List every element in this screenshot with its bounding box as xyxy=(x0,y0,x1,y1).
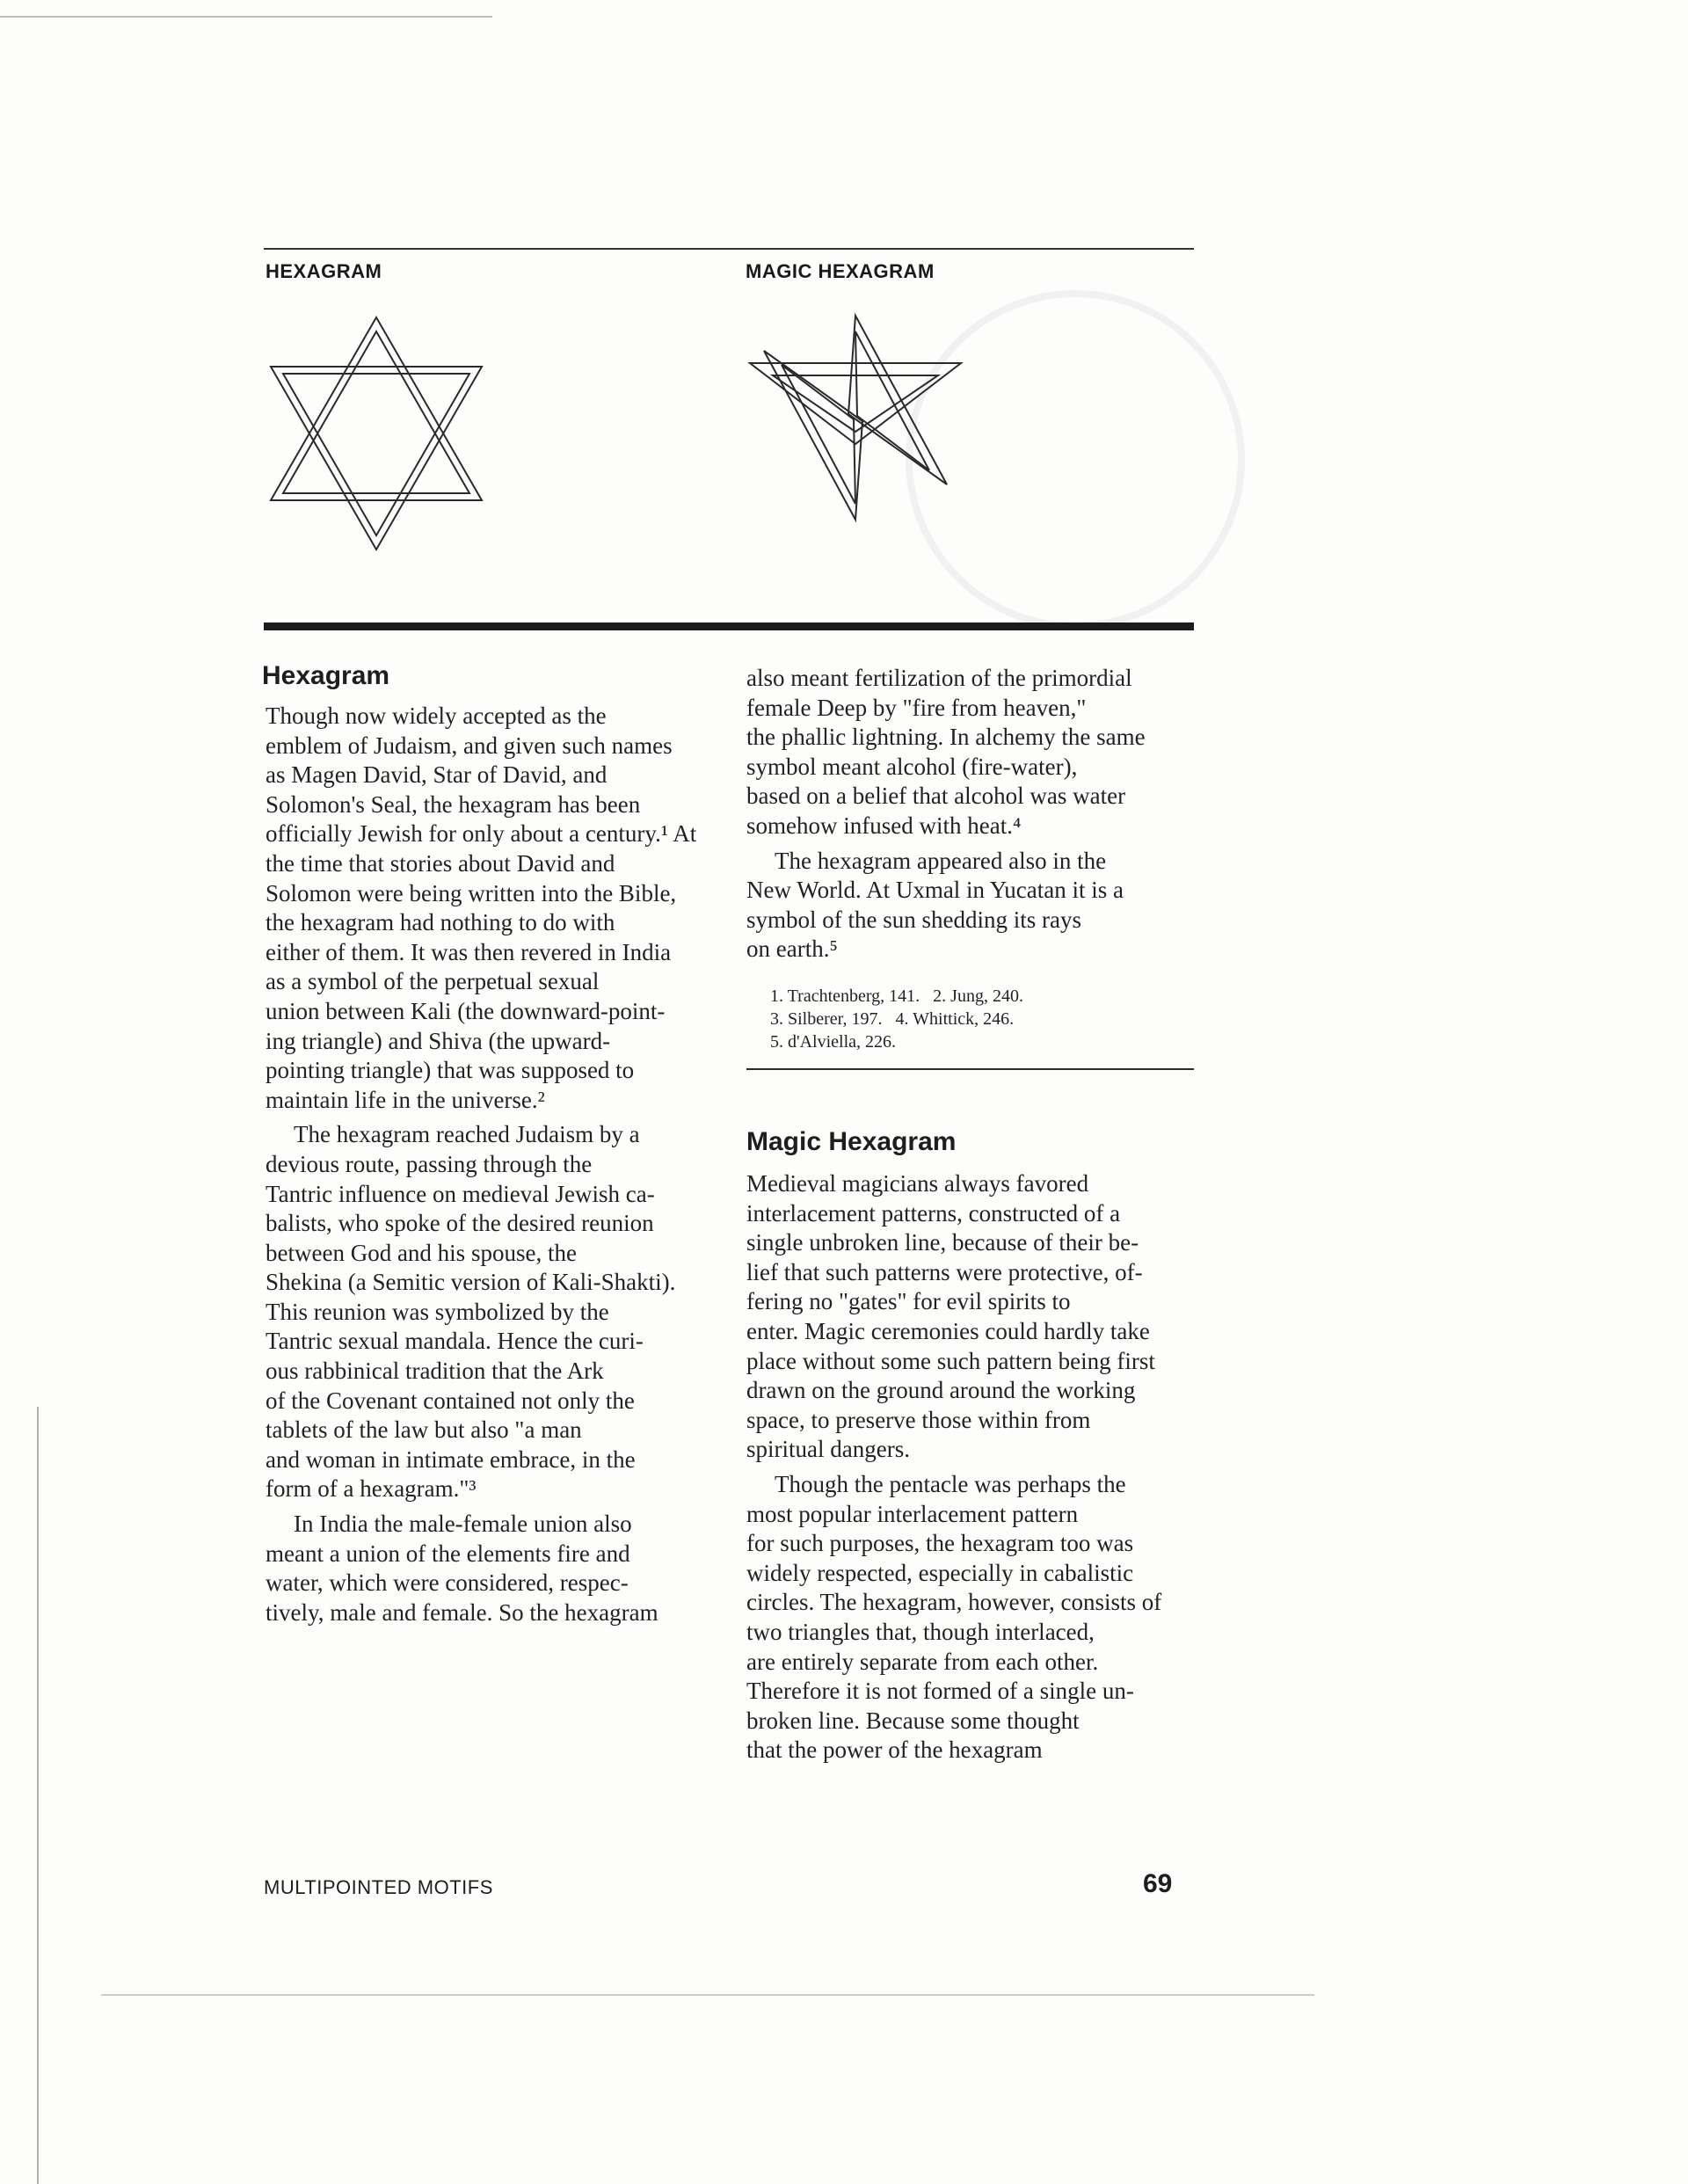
page-number: 69 xyxy=(1143,1869,1173,1898)
footnote-line: 1. Trachtenberg, 141. 2. Jung, 240. xyxy=(770,986,1023,1006)
magic-hexagram-figure-label: MAGIC HEXAGRAM xyxy=(746,260,935,282)
magic-hexagram-heading: Magic Hexagram xyxy=(746,1127,957,1156)
footnotes xyxy=(770,985,1023,1053)
hexagram-figure xyxy=(264,312,492,554)
section-divider xyxy=(264,622,1194,630)
paragraph: The hexagram reached Judaism by a devious route, passing through the Tantric influence on medieval Jewish ca- balists, who spoke of the desired reunion between God and his spouse, the Shekina (a Semitic version of Kali-Shakti). This reunion was symbolized by the Tantric sexual mandala. Hence the curi- ous rabbinical tradition that the Ark of the Covenant contained not only the tablets of the law but also "a man and woman in intimate embrace, in the form of a hexagram."³ xyxy=(266,1121,676,1503)
right-column-text-bottom xyxy=(746,1169,1204,1765)
scan-edge-bottom xyxy=(101,1994,1314,1996)
scan-edge-left xyxy=(37,1407,39,2184)
hexagram-figure-label: HEXAGRAM xyxy=(266,260,382,282)
running-footer: MULTIPOINTED MOTIFS xyxy=(264,1876,493,1898)
paragraph: Though now widely accepted as the emblem of Judaism, and given such names as Magen David, Star of David, and Solomon's Seal, the hexagram has been officially Jewish for only about a century.¹ At the time that stories about David and Solomon were being written into the Bible, the hexagram had nothing to do with either of them. It was then revered in India as a symbol of the perpetual sexual union between Kali (the downward-point- ing triangle) and Shiva (the upward- pointing triangle) that was supposed to maintain life in the universe.² xyxy=(266,703,697,1113)
paragraph: The hexagram appeared also in the New World. At Uxmal in Yucatan it is a symbol of the sun shedding its rays on earth.⁵ xyxy=(746,847,1124,963)
footnote-divider xyxy=(746,1068,1194,1070)
hexagram-heading: Hexagram xyxy=(262,661,390,690)
paragraph: In India the male-female union also meant a union of the elements fire and water, which were considered, respec- tively, male and female. So the hexagram xyxy=(266,1511,658,1626)
scan-edge-top xyxy=(0,16,492,18)
left-column-text xyxy=(266,702,731,1627)
magic-hexagram-figure xyxy=(743,312,971,523)
footnote-line: 3. Silberer, 197. 4. Whittick, 246. xyxy=(770,1009,1015,1029)
footnote-line: 5. d'Alviella, 226. xyxy=(770,1032,897,1052)
right-column-text-top xyxy=(746,664,1204,965)
paragraph: Medieval magicians always favored interlacement patterns, constructed of a single unbroken line, because of their be- lief that such patterns were protective, of- fering no "gates" for evil spirits to enter. Magic ceremonies could hardly take place without some such pattern being first drawn on the ground around the working space, to preserve those within from spiritual dangers. xyxy=(746,1170,1155,1463)
paragraph: Though the pentacle was perhaps the most popular interlacement pattern for such purposes, the hexagram too was widely respected, especially in cabalistic circles. The hexagram, however, consists of two triangles that, though interlaced, are entirely separate from each other. Therefore it is not formed of a single un- broken line. Because some thought that the power of the hexagram xyxy=(746,1470,1162,1764)
top-rule xyxy=(264,248,1194,250)
paragraph: also meant fertilization of the primordial female Deep by "fire from heaven," the phallic lightning. In alchemy the same symbol meant alcohol (fire-water), based on a belief that alcohol was water somehow infused with heat.⁴ xyxy=(746,665,1146,839)
